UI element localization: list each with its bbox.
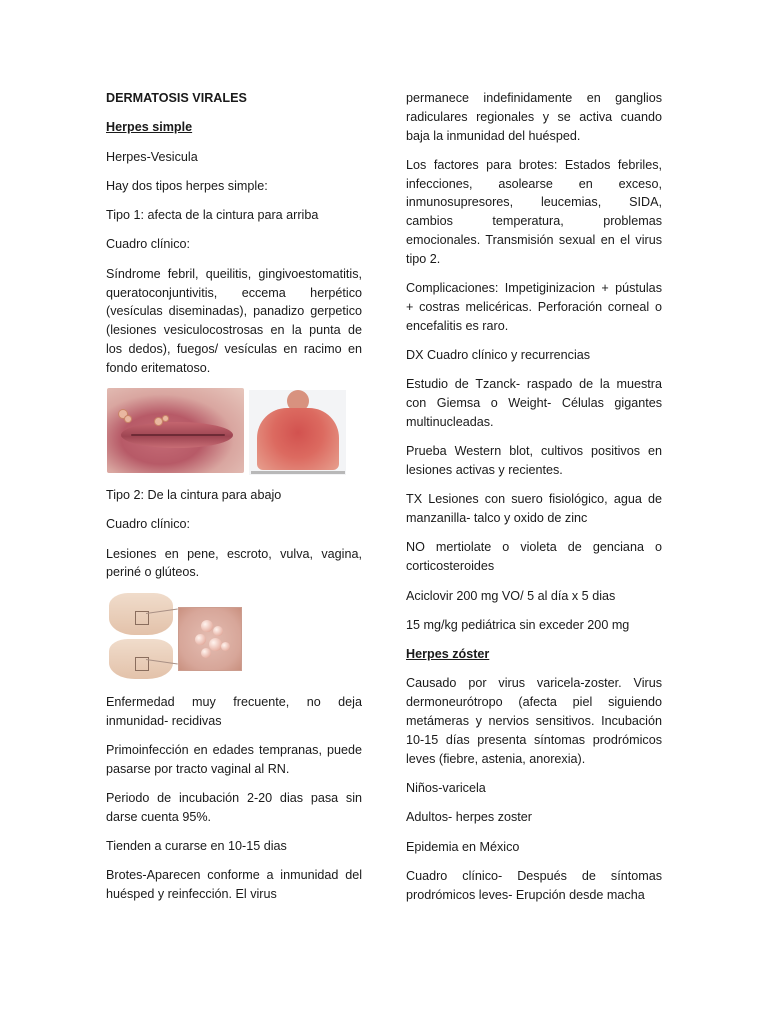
paragraph: Hay dos tipos herpes simple: xyxy=(106,178,268,193)
left-column xyxy=(106,89,362,914)
lips-lesion-photo xyxy=(107,388,244,473)
paragraph: Tienden a curarse en 10-15 dias xyxy=(106,839,287,854)
paragraph: Lesiones en pene, escroto, vulva, vagina, periné o glúteos. xyxy=(106,546,362,580)
paragraph: Tipo 1: afecta de la cintura para arriba xyxy=(106,208,319,223)
section-heading-herpes-zoster: Herpes zóster xyxy=(406,647,490,662)
paragraph: Aciclovir 200 mg VO/ 5 al día x 5 dias xyxy=(406,588,616,603)
herpes-type2-illustration xyxy=(106,593,362,683)
paragraph: Causado por virus varicela-zoster. Virus dermoneurótropo (afecta piel siguiendo metámeras y nervios sensitivos. Incubación 10-15 días presenta síntomas prodrómicos leves (fiebre, astenia, anorexia). xyxy=(406,676,662,766)
paragraph: Estudio de Tzanck- raspado de la muestra con Giemsa o Weight- Células gigantes multinucleadas. xyxy=(406,377,662,429)
right-column xyxy=(406,89,662,915)
chest-eczema-photo xyxy=(249,390,346,475)
paragraph: Cuadro clínico: xyxy=(106,517,190,532)
section-heading-herpes-simple: Herpes simple xyxy=(106,120,193,135)
paragraph: Los factores para brotes: Estados febriles, infecciones, asolearse en exceso, inmunosupresores, leucemias, SIDA, cambios temperatura, problemas emocionales. Transmisión sexual en el virus tipo 2. xyxy=(406,157,662,266)
herpes-type1-photos xyxy=(106,388,362,476)
paragraph: 15 mg/kg pediátrica sin exceder 200 mg xyxy=(406,617,630,632)
paragraph: Síndrome febril, queilitis, gingivoestomatitis, queratoconjuntivitis, eccema herpético (vesículas diseminadas), panadizo gerpetico (lesiones vesiculocostrosas en la punta de los dedos), fuegos/ vesículas en racimo en fondo eritematoso. xyxy=(106,266,362,375)
vesicles-closeup xyxy=(178,607,242,671)
paragraph: Periodo de incubación 2-20 dias pasa sin darse cuenta 95%. xyxy=(106,790,362,824)
male-diagram xyxy=(109,593,173,635)
paragraph: NO mertiolate o violeta de genciana o corticosteroides xyxy=(406,540,662,574)
female-diagram xyxy=(109,639,173,679)
document-title: DERMATOSIS VIRALES xyxy=(106,91,247,105)
paragraph: Brotes-Aparecen conforme a inmunidad del huésped y reinfección. El virus xyxy=(106,868,362,902)
paragraph: Epidemia en México xyxy=(406,839,520,854)
paragraph: Cuadro clínico- Después de síntomas prodrómicos leves- Erupción desde macha xyxy=(406,868,662,902)
paragraph: Cuadro clínico: xyxy=(106,237,190,252)
paragraph: permanece indefinidamente en ganglios radiculares regionales y se activa cuando baja la inmunidad del huésped. xyxy=(406,91,662,143)
paragraph: Complicaciones: Impetiginizacion + pústulas + costras melicéricas. Perforación corneal o encefalitis es raro. xyxy=(406,281,662,333)
paragraph: Herpes-Vesicula xyxy=(106,149,198,164)
paragraph: Enfermedad muy frecuente, no deja inmunidad- recidivas xyxy=(106,694,362,728)
paragraph: Adultos- herpes zoster xyxy=(406,810,532,825)
paragraph: Prueba Western blot, cultivos positivos en lesiones activas y recientes. xyxy=(406,444,662,478)
paragraph: DX Cuadro clínico y recurrencias xyxy=(406,348,591,363)
paragraph: Niños-varicela xyxy=(406,780,486,795)
paragraph: TX Lesiones con suero fisiológico, agua de manzanilla- talco y oxido de zinc xyxy=(406,492,662,526)
paragraph: Tipo 2: De la cintura para abajo xyxy=(106,488,282,503)
paragraph: Primoinfección en edades tempranas, puede pasarse por tracto vaginal al RN. xyxy=(106,742,362,776)
